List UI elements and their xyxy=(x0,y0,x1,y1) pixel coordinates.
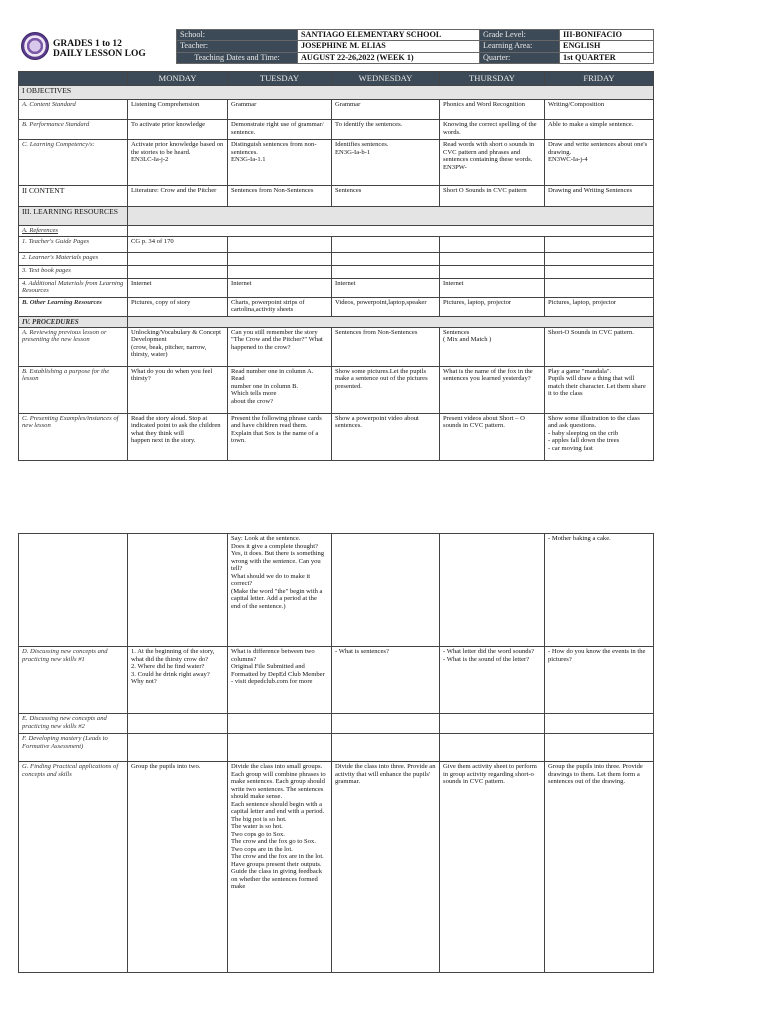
cell-friday xyxy=(545,734,654,762)
table-row xyxy=(19,714,654,734)
resources-heading: III. LEARNING RESOURCES xyxy=(19,207,128,226)
cell-wednesday xyxy=(332,252,440,265)
grade-value: III-BONIFACIO xyxy=(560,30,654,41)
day-header-friday: FRIDAY xyxy=(545,72,654,86)
row-label: 4. Additional Materials from Learning Resources xyxy=(19,278,128,297)
references-blank xyxy=(128,226,654,237)
table-row xyxy=(19,100,654,120)
cell-thursday xyxy=(440,714,545,734)
cell-tuesday xyxy=(228,236,332,252)
row-label: B. Performance Standard xyxy=(19,120,128,140)
table-row xyxy=(19,265,654,278)
cell-tuesday: Demonstrate right use of grammar/ sentence. xyxy=(228,120,332,140)
procedures-blank xyxy=(128,316,654,327)
cell-thursday: Pictures, laptop, projector xyxy=(440,297,545,316)
cell-tuesday: Can you still remember the story "The Crow and the Pitcher?" What happened to the crow? xyxy=(228,327,332,366)
cell-monday: Literature: Crow and the Pitcher xyxy=(128,186,228,207)
grade-label: Grade Level: xyxy=(480,30,560,41)
cell-tuesday: Charts, powerpoint strips of cartolina,activity sheets xyxy=(228,297,332,316)
cell-tuesday xyxy=(228,252,332,265)
cell-monday: 1. At the beginning of the story, what did the thirsty crow do? 2. Where did he find water? 3. Could he drink right away? Why not? xyxy=(128,647,228,714)
cell-thursday: Sentences ( Mix and Match ) xyxy=(440,327,545,366)
table-row xyxy=(19,366,654,413)
table-row xyxy=(19,236,654,252)
cell-monday: Activate prior knowledge based on the stories to be heard. EN3LC-Ia-j-2 xyxy=(128,140,228,186)
procedures-section-row xyxy=(19,316,654,327)
cell-friday: Pictures, laptop, projector xyxy=(545,297,654,316)
quarter-label: Quarter: xyxy=(480,52,560,63)
cell-friday xyxy=(545,265,654,278)
cell-wednesday: Show a powerpoint video about sentences. xyxy=(332,413,440,460)
cell-thursday xyxy=(440,265,545,278)
cell-monday xyxy=(128,714,228,734)
references-heading: A. References xyxy=(19,226,128,237)
cell-thursday: Short O Sounds in CVC pattern xyxy=(440,186,545,207)
cell-monday xyxy=(128,252,228,265)
school-value: SANTIAGO ELEMENTARY SCHOOL xyxy=(298,30,480,41)
day-header-monday: MONDAY xyxy=(128,72,228,86)
cell-thursday xyxy=(440,734,545,762)
cell-thursday: Internet xyxy=(440,278,545,297)
cell-wednesday: Sentences xyxy=(332,186,440,207)
table-row xyxy=(19,647,654,714)
row-label: B. Other Learning Resources xyxy=(19,297,128,316)
cell-monday: What do you do when you feel thirsty? xyxy=(128,366,228,413)
lesson-log-table-page2 xyxy=(18,533,654,973)
row-label: II CONTENT xyxy=(19,186,128,207)
form-title xyxy=(53,39,146,59)
cell-tuesday: Say: Look at the sentence. Does it give a complete thought? Yes, it does. But there is something wrong with the sentence. Can you tell? What should we do to make it correct? (Make the word "the" begin with a capital letter. Add a period at the end of the sentence.) xyxy=(228,534,332,647)
cell-friday: Drawing and Writing Sentences xyxy=(545,186,654,207)
day-header-tuesday: TUESDAY xyxy=(228,72,332,86)
row-label: 3. Text book pages xyxy=(19,265,128,278)
cell-thursday: Knowing the correct spelling of the words. xyxy=(440,120,545,140)
cell-monday: Read the story aloud. Stop at indicated point to ask the children what they think will happen next in the story. xyxy=(128,413,228,460)
row-label: 1. Teacher's Guide Pages xyxy=(19,236,128,252)
cell-monday: Listening Comprehension xyxy=(128,100,228,120)
resources-blank xyxy=(128,207,654,226)
cell-wednesday: Identifies sentences. EN3G-Ia-b-1 xyxy=(332,140,440,186)
area-label: Learning Area: xyxy=(480,41,560,52)
cell-thursday xyxy=(440,252,545,265)
form-title-line2: DAILY LESSON LOG xyxy=(53,49,146,59)
objectives-heading: I OBJECTIVES xyxy=(19,86,654,100)
cell-tuesday: Divide the class into small groups. Each group will combine phrases to make sentences. Each group should write two sentences. The sentences should make sense. Each sentence should begin with a capital letter and end with a period. The big pot is so hot. The water is so hot. Two cops go to Sox. The crow and the fox go to Sox. Two cops are in the lot. The crow and the fox are in the lot. Have groups present their outputs. Guide the class in giving feedback on whether the sentences formed make xyxy=(228,762,332,973)
day-header-row xyxy=(19,72,654,86)
cell-monday: CG p. 34 of 170 xyxy=(128,236,228,252)
cell-wednesday: Sentences from Non-Sentences xyxy=(332,327,440,366)
cell-monday xyxy=(128,534,228,647)
cell-friday: Short-O Sounds in CVC pattern. xyxy=(545,327,654,366)
cell-friday xyxy=(545,252,654,265)
cell-wednesday: Divide the class into three. Provide an activity that will enhance the pupils' grammar. xyxy=(332,762,440,973)
day-header-thursday: THURSDAY xyxy=(440,72,545,86)
cell-wednesday: Internet xyxy=(332,278,440,297)
cell-tuesday: Distinguish sentences from non-sentences. EN3G-Ia-1.1 xyxy=(228,140,332,186)
cell-friday: - How do you know the events in the pictures? xyxy=(545,647,654,714)
objectives-section-row xyxy=(19,86,654,100)
cell-tuesday xyxy=(228,265,332,278)
row-label: A. Content Standard xyxy=(19,100,128,120)
cell-thursday xyxy=(440,236,545,252)
cell-wednesday: To identify the sentences. xyxy=(332,120,440,140)
cell-friday: Able to make a simple sentence. xyxy=(545,120,654,140)
dates-value: AUGUST 22-26,2022 (WEEK 1) xyxy=(298,52,480,63)
cell-monday xyxy=(128,734,228,762)
cell-thursday: Present videos about Short – O sounds in CVC pattern. xyxy=(440,413,545,460)
row-label xyxy=(19,534,128,647)
cell-tuesday: Internet xyxy=(228,278,332,297)
corner-cell xyxy=(19,72,128,86)
cell-tuesday: Grammar xyxy=(228,100,332,120)
cell-thursday xyxy=(440,534,545,647)
teacher-value: JOSEPHINE M. ELIAS xyxy=(298,41,480,52)
cell-wednesday: Videos, powerpoint,laptop,speaker xyxy=(332,297,440,316)
cell-friday xyxy=(545,278,654,297)
cell-monday: Group the pupils into two. xyxy=(128,762,228,973)
table-row xyxy=(19,413,654,460)
cell-thursday: Give them activity sheet to perform in group activity regarding short-o sounds in CVC pattern. xyxy=(440,762,545,973)
table-row xyxy=(19,297,654,316)
row-label: 2. Learner's Materials pages xyxy=(19,252,128,265)
cell-tuesday xyxy=(228,714,332,734)
cell-thursday: Phonics and Word Recognition xyxy=(440,100,545,120)
quarter-value: 1st QUARTER xyxy=(560,52,654,63)
table-row xyxy=(19,278,654,297)
procedures-heading: IV. PROCEDURES xyxy=(19,316,128,327)
cell-wednesday xyxy=(332,236,440,252)
cell-tuesday: Read number one in column A. Read number one in column B. Which tells more about the crow? xyxy=(228,366,332,413)
row-label: G. Finding Practical applications of concepts and skills xyxy=(19,762,128,973)
cell-friday: Writing/Composition xyxy=(545,100,654,120)
form-title-line1: GRADES 1 to 12 xyxy=(53,39,122,49)
table-row xyxy=(19,762,654,973)
cell-wednesday: Grammar xyxy=(332,100,440,120)
row-label: C. Presenting Examples/instances of new lesson xyxy=(19,413,128,460)
row-label: D. Discussing new concepts and practicing new skills #1 xyxy=(19,647,128,714)
row-label: F. Developing mastery (Leads to Formative Assessment) xyxy=(19,734,128,762)
dates-label: Teaching Dates and Time: xyxy=(177,52,298,63)
row-label: B. Establishing a purpose for the lesson xyxy=(19,366,128,413)
cell-friday: Show some illustration to the class and ask questions. - baby sleeping on the crib - apples fall down the trees - car moving fast xyxy=(545,413,654,460)
cell-wednesday: - What is sentences? xyxy=(332,647,440,714)
cell-friday: - Mother baking a cake. xyxy=(545,534,654,647)
table-row xyxy=(19,327,654,366)
cell-wednesday xyxy=(332,534,440,647)
cell-thursday: - What letter did the word sounds? - What is the sound of the letter? xyxy=(440,647,545,714)
school-label: School: xyxy=(177,30,298,41)
cell-thursday: What is the name of the fox in the sentences you learned yesterday? xyxy=(440,366,545,413)
row-label: E. Discussing new concepts and practicing new skills #2 xyxy=(19,714,128,734)
table-row xyxy=(19,140,654,186)
cell-tuesday: Present the following phrase cards and have children read them. Explain that Sox is the name of a town. xyxy=(228,413,332,460)
header-info-table xyxy=(176,29,654,64)
row-label: A. Reviewing previous lesson or presenting the new lesson xyxy=(19,327,128,366)
cell-tuesday: Sentences from Non-Sentences xyxy=(228,186,332,207)
table-row xyxy=(19,120,654,140)
references-row xyxy=(19,226,654,237)
lesson-log-table-page1 xyxy=(18,71,654,461)
cell-wednesday xyxy=(332,714,440,734)
cell-friday xyxy=(545,714,654,734)
cell-friday: Play a game "mandala". Pupils will draw a thing that will match their character. Let them share it to the class xyxy=(545,366,654,413)
cell-wednesday xyxy=(332,265,440,278)
table-row xyxy=(19,252,654,265)
teacher-label: Teacher: xyxy=(177,41,298,52)
cell-thursday: Read words with short o sounds in CVC pattern and phrases and sentences containing these words. EN3PW- xyxy=(440,140,545,186)
cell-friday xyxy=(545,236,654,252)
area-value: ENGLISH xyxy=(560,41,654,52)
deped-seal-icon xyxy=(21,32,49,60)
cell-tuesday: What is difference between two columns? Original File Submitted and Formatted by DepEd Club Member - visit depedclub.com for more xyxy=(228,647,332,714)
table-row xyxy=(19,186,654,207)
cell-friday: Draw and write sentences about one's drawing. EN3WC-Ia-j-4 xyxy=(545,140,654,186)
cell-tuesday xyxy=(228,734,332,762)
cell-monday: Unlocking/Vocabulary & Concept Development (crow, beak, pitcher, narrow, thirsty, water) xyxy=(128,327,228,366)
dll-header xyxy=(18,29,653,63)
cell-monday: Internet xyxy=(128,278,228,297)
cell-wednesday xyxy=(332,734,440,762)
cell-monday xyxy=(128,265,228,278)
table-row xyxy=(19,734,654,762)
day-header-wednesday: WEDNESDAY xyxy=(332,72,440,86)
resources-section-row xyxy=(19,207,654,226)
cell-wednesday: Show some pictures.Let the pupils make a sentence out of the pictures presented. xyxy=(332,366,440,413)
row-label: C. Learning Competency/s: xyxy=(19,140,128,186)
cell-monday: Pictures, copy of story xyxy=(128,297,228,316)
cell-friday: Group the pupils into three. Provide drawings to them. Let them form a sentences out of the drawing. xyxy=(545,762,654,973)
cell-monday: To activate prior knowledge xyxy=(128,120,228,140)
table-row xyxy=(19,534,654,647)
